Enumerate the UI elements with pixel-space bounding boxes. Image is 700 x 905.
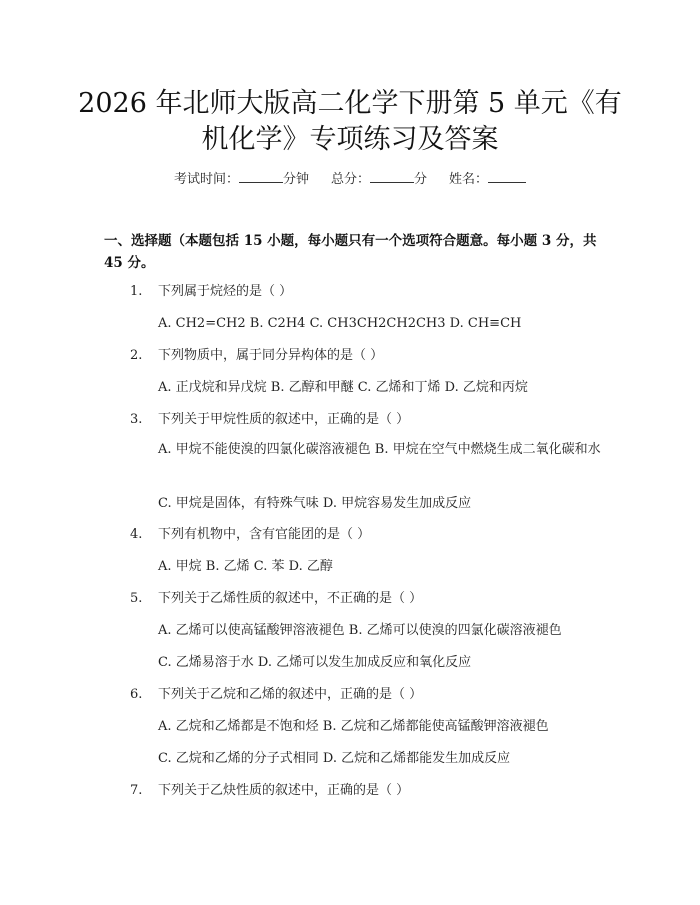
name-label: 姓名：	[449, 172, 489, 187]
option-line: C. 甲烷是固体，有特殊气味 D. 甲烷容易发生加成反应	[158, 496, 472, 511]
question-number: 2.	[130, 348, 143, 363]
option-line: C. 乙烷和乙烯的分子式相同 D. 乙烷和乙烯都能发生加成反应	[158, 751, 511, 766]
question-number: 7.	[130, 783, 143, 798]
question-text: 下列属于烷烃的是（ ）	[158, 284, 293, 299]
score-blank	[370, 170, 414, 183]
page-title-line-2: 机化学》专项练习及答案	[201, 124, 499, 155]
option-line: A. 正戊烷和异戊烷 B. 乙醇和甲醚 C. 乙烯和丁烯 D. 乙烷和丙烷	[158, 380, 528, 395]
question-text: 下列有机物中，含有官能团的是（ ）	[158, 527, 371, 542]
exam-meta	[0, 170, 700, 188]
time-unit: 分钟	[282, 172, 309, 187]
option-line: A. 乙烯可以使高锰酸钾溶液褪色 B. 乙烯可以使溴的四氯化碳溶液褪色	[158, 623, 562, 638]
time-label: 考试时间：	[173, 172, 239, 187]
question-text: 下列物质中，属于同分异构体的是（ ）	[158, 348, 384, 363]
question-text: 下列关于乙烷和乙烯的叙述中，正确的是（ ）	[158, 687, 423, 702]
score-label: 总分：	[330, 172, 370, 187]
question-text: 下列关于乙烯性质的叙述中，不正确的是（ ）	[158, 591, 423, 606]
option-line: A. 乙烷和乙烯都是不饱和烃 B. 乙烷和乙烯都能使高锰酸钾溶液褪色	[158, 719, 549, 734]
question-number: 4.	[130, 527, 143, 542]
score-unit: 分	[414, 172, 428, 187]
question-number: 1.	[130, 284, 143, 299]
time-blank	[239, 170, 283, 183]
question-text: 下列关于乙炔性质的叙述中，正确的是（ ）	[158, 783, 410, 798]
question-number: 5.	[130, 591, 143, 606]
question-number: 3.	[130, 412, 143, 427]
section-heading: 一、选择题（本题包括 15 小题，每小题只有一个选项符合题意。每小题 3 分，共 45 分。	[104, 233, 597, 271]
option-line: C. 乙烯易溶于水 D. 乙烯可以发生加成反应和氧化反应	[158, 655, 472, 670]
question-number: 6.	[130, 687, 143, 702]
option-line: A. CH2=CH2 B. C2H4 C. CH3CH2CH2CH3 D. CH≡CH	[158, 316, 522, 331]
question-text: 下列关于甲烷性质的叙述中，正确的是（ ）	[158, 412, 410, 427]
name-blank	[488, 170, 526, 183]
option-line: A. 甲烷 B. 乙烯 C. 苯 D. 乙醇	[158, 559, 333, 574]
page-title-line-1: 2026 年北师大版高二化学下册第 5 单元《有	[78, 88, 622, 119]
option-line: A. 甲烷不能使溴的四氯化碳溶液褪色 B. 甲烷在空气中燃烧生成二氧化碳和水	[158, 442, 601, 457]
